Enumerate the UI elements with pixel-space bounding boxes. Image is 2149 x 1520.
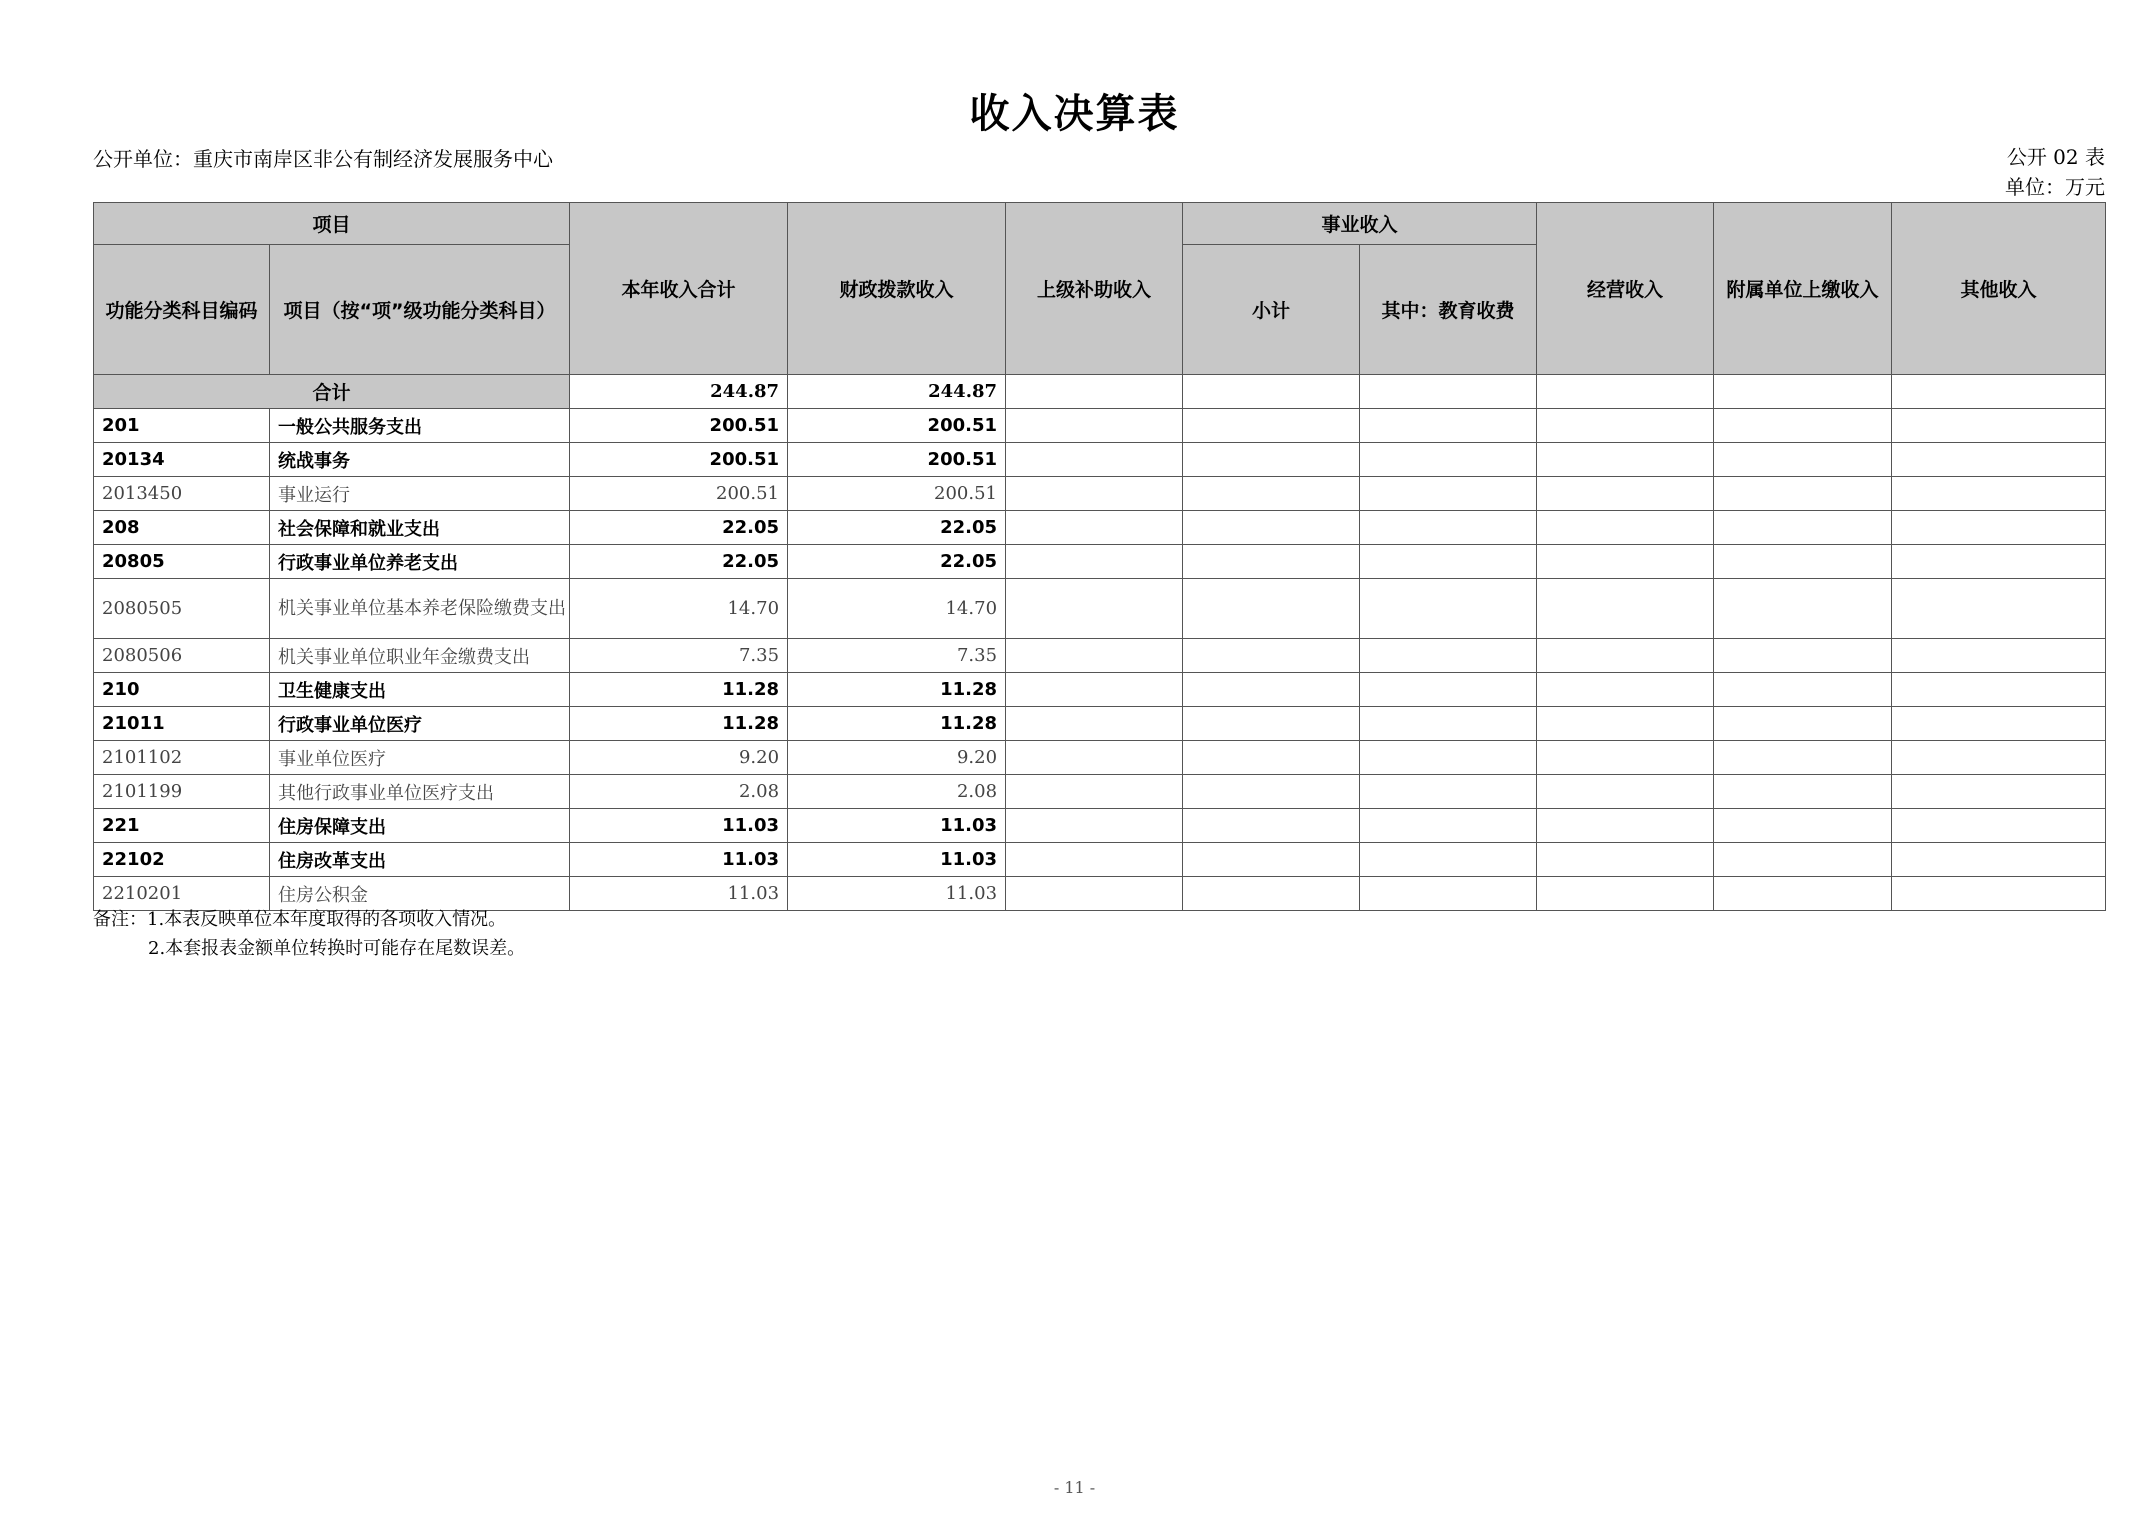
money-unit: 单位：万元	[2005, 175, 2105, 199]
empty-cell	[1537, 809, 1714, 843]
empty-cell	[1183, 673, 1360, 707]
table-row	[94, 809, 2106, 843]
empty-cell	[1006, 511, 1183, 545]
table-row	[94, 443, 2106, 477]
empty-cell	[1006, 545, 1183, 579]
empty-cell	[1714, 775, 1892, 809]
empty-cell	[1537, 877, 1714, 911]
empty-cell	[1537, 673, 1714, 707]
row-code: 2101102	[94, 741, 270, 775]
row-fiscal: 7.35	[788, 639, 1006, 673]
empty-cell	[1537, 741, 1714, 775]
row-code: 2080505	[94, 579, 270, 639]
header-operating: 经营收入	[1537, 203, 1714, 375]
empty-cell	[1183, 545, 1360, 579]
empty-cell	[1183, 809, 1360, 843]
row-fiscal: 11.03	[788, 877, 1006, 911]
row-fiscal: 2.08	[788, 775, 1006, 809]
row-name: 住房公积金	[270, 877, 570, 911]
row-fiscal: 22.05	[788, 545, 1006, 579]
empty-cell	[1006, 775, 1183, 809]
empty-cell	[1360, 477, 1537, 511]
empty-cell	[1537, 843, 1714, 877]
row-code: 208	[94, 511, 270, 545]
empty-cell	[1537, 579, 1714, 639]
row-fiscal: 200.51	[788, 409, 1006, 443]
empty-cell	[1714, 843, 1892, 877]
empty-cell	[1006, 639, 1183, 673]
table-row-total	[94, 375, 2106, 409]
row-name: 卫生健康支出	[270, 673, 570, 707]
header-name: 项目（按“项”级功能分类科目）	[270, 245, 570, 375]
header-affiliated: 附属单位上缴收入	[1714, 203, 1892, 375]
empty-cell	[1360, 775, 1537, 809]
table-row	[94, 409, 2106, 443]
empty-cell	[1537, 409, 1714, 443]
empty-cell	[1006, 409, 1183, 443]
empty-cell	[1714, 409, 1892, 443]
empty-cell	[1892, 639, 2106, 673]
row-code: 2080506	[94, 639, 270, 673]
row-total: 14.70	[570, 579, 788, 639]
row-name: 机关事业单位职业年金缴费支出	[270, 639, 570, 673]
empty-cell	[1892, 511, 2106, 545]
header-business-group: 事业收入	[1183, 203, 1537, 245]
empty-cell	[1714, 477, 1892, 511]
empty-cell	[1892, 843, 2106, 877]
empty-cell	[1183, 707, 1360, 741]
row-total: 11.03	[570, 843, 788, 877]
row-total: 200.51	[570, 409, 788, 443]
row-fiscal: 200.51	[788, 443, 1006, 477]
row-fiscal: 9.20	[788, 741, 1006, 775]
row-code: 2210201	[94, 877, 270, 911]
row-fiscal: 22.05	[788, 511, 1006, 545]
row-code: 20134	[94, 443, 270, 477]
empty-cell	[1360, 579, 1537, 639]
row-total: 7.35	[570, 639, 788, 673]
row-total: 200.51	[570, 477, 788, 511]
empty-cell	[1892, 673, 2106, 707]
empty-cell	[1714, 877, 1892, 911]
table-row	[94, 843, 2106, 877]
row-fiscal: 11.28	[788, 673, 1006, 707]
row-name: 行政事业单位养老支出	[270, 545, 570, 579]
row-code: 221	[94, 809, 270, 843]
empty-cell	[1714, 639, 1892, 673]
reporting-unit: 公开单位：重庆市南岸区非公有制经济发展服务中心	[93, 147, 553, 171]
empty-cell	[1537, 639, 1714, 673]
table-row	[94, 673, 2106, 707]
empty-cell	[1892, 775, 2106, 809]
empty-cell	[1006, 443, 1183, 477]
empty-cell	[1360, 843, 1537, 877]
empty-cell	[1892, 707, 2106, 741]
row-code: 2013450	[94, 477, 270, 511]
table-row	[94, 511, 2106, 545]
empty-cell	[1892, 545, 2106, 579]
empty-cell	[1360, 443, 1537, 477]
notes	[93, 905, 525, 963]
empty-cell	[1006, 673, 1183, 707]
row-name: 行政事业单位医疗	[270, 707, 570, 741]
row-total: 22.05	[570, 511, 788, 545]
header-item: 项目	[94, 203, 570, 245]
empty-cell	[1360, 877, 1537, 911]
empty-cell	[1183, 409, 1360, 443]
table-row	[94, 639, 2106, 673]
empty-cell	[1892, 579, 2106, 639]
row-total: 11.03	[570, 809, 788, 843]
row-fiscal: 14.70	[788, 579, 1006, 639]
note-1: 备注：1.本表反映单位本年度取得的各项收入情况。	[93, 909, 507, 930]
row-code: 2101199	[94, 775, 270, 809]
table-row	[94, 707, 2106, 741]
row-fiscal: 11.03	[788, 843, 1006, 877]
total-label: 合计	[94, 375, 570, 409]
empty-cell	[1006, 809, 1183, 843]
empty-cell	[1006, 707, 1183, 741]
empty-cell	[1360, 809, 1537, 843]
empty-cell	[1714, 579, 1892, 639]
empty-cell	[1360, 741, 1537, 775]
empty-cell	[1183, 477, 1360, 511]
empty-cell	[1537, 511, 1714, 545]
page-title: 收入决算表	[969, 91, 1180, 137]
form-number: 公开 02 表	[2006, 145, 2105, 169]
header-education: 其中：教育收费	[1360, 245, 1537, 375]
row-total: 11.03	[570, 877, 788, 911]
row-name: 住房保障支出	[270, 809, 570, 843]
header-fiscal: 财政拨款收入	[788, 203, 1006, 375]
empty-cell	[1183, 877, 1360, 911]
empty-cell	[1537, 775, 1714, 809]
header-code: 功能分类科目编码	[94, 245, 270, 375]
row-code: 210	[94, 673, 270, 707]
row-name: 社会保障和就业支出	[270, 511, 570, 545]
empty-cell	[1537, 707, 1714, 741]
table-row	[94, 477, 2106, 511]
empty-cell	[1892, 409, 2106, 443]
empty-cell	[1183, 511, 1360, 545]
row-total: 11.28	[570, 673, 788, 707]
empty-cell	[1006, 843, 1183, 877]
table-row	[94, 579, 2106, 639]
row-total: 11.28	[570, 707, 788, 741]
empty-cell	[1183, 443, 1360, 477]
empty-cell	[1006, 579, 1183, 639]
row-total: 9.20	[570, 741, 788, 775]
income-table	[93, 202, 2106, 911]
empty-cell	[1714, 511, 1892, 545]
row-name: 住房改革支出	[270, 843, 570, 877]
row-name: 事业运行	[270, 477, 570, 511]
empty-cell	[1006, 477, 1183, 511]
row-name: 一般公共服务支出	[270, 409, 570, 443]
empty-cell	[1892, 877, 2106, 911]
empty-cell	[1714, 443, 1892, 477]
empty-cell	[1183, 579, 1360, 639]
row-code: 20805	[94, 545, 270, 579]
row-name: 其他行政事业单位医疗支出	[270, 775, 570, 809]
empty-cell	[1537, 545, 1714, 579]
row-fiscal: 11.03	[788, 809, 1006, 843]
row-name: 事业单位医疗	[270, 741, 570, 775]
row-total: 200.51	[570, 443, 788, 477]
empty-cell	[1714, 707, 1892, 741]
note-2: 2.本套报表金额单位转换时可能存在尾数误差。	[148, 938, 526, 959]
empty-cell	[1892, 443, 2106, 477]
table-row	[94, 775, 2106, 809]
empty-cell	[1183, 639, 1360, 673]
table-row	[94, 545, 2106, 579]
row-total: 22.05	[570, 545, 788, 579]
header-total: 本年收入合计	[570, 203, 788, 375]
empty-cell	[1892, 809, 2106, 843]
empty-cell	[1537, 443, 1714, 477]
row-name: 机关事业单位基本养老保险缴费支出	[270, 579, 570, 639]
row-fiscal: 11.28	[788, 707, 1006, 741]
row-code: 22102	[94, 843, 270, 877]
row-name: 统战事务	[270, 443, 570, 477]
page-number: - 11 -	[1053, 1478, 1096, 1497]
empty-cell	[1360, 639, 1537, 673]
table-row	[94, 741, 2106, 775]
row-total: 2.08	[570, 775, 788, 809]
empty-cell	[1360, 511, 1537, 545]
empty-cell	[1360, 409, 1537, 443]
empty-cell	[1006, 877, 1183, 911]
empty-cell	[1360, 545, 1537, 579]
header-subtotal: 小计	[1183, 245, 1360, 375]
empty-cell	[1714, 673, 1892, 707]
header-superior: 上级补助收入	[1006, 203, 1183, 375]
empty-cell	[1183, 843, 1360, 877]
empty-cell	[1714, 545, 1892, 579]
empty-cell	[1714, 741, 1892, 775]
empty-cell	[1006, 741, 1183, 775]
empty-cell	[1537, 477, 1714, 511]
total-income: 244.87	[570, 375, 788, 409]
empty-cell	[1714, 809, 1892, 843]
empty-cell	[1183, 775, 1360, 809]
empty-cell	[1360, 673, 1537, 707]
empty-cell	[1360, 707, 1537, 741]
row-fiscal: 200.51	[788, 477, 1006, 511]
total-fiscal: 244.87	[788, 375, 1006, 409]
empty-cell	[1892, 741, 2106, 775]
row-code: 21011	[94, 707, 270, 741]
empty-cell	[1892, 477, 2106, 511]
header-other: 其他收入	[1892, 203, 2106, 375]
row-code: 201	[94, 409, 270, 443]
empty-cell	[1183, 741, 1360, 775]
